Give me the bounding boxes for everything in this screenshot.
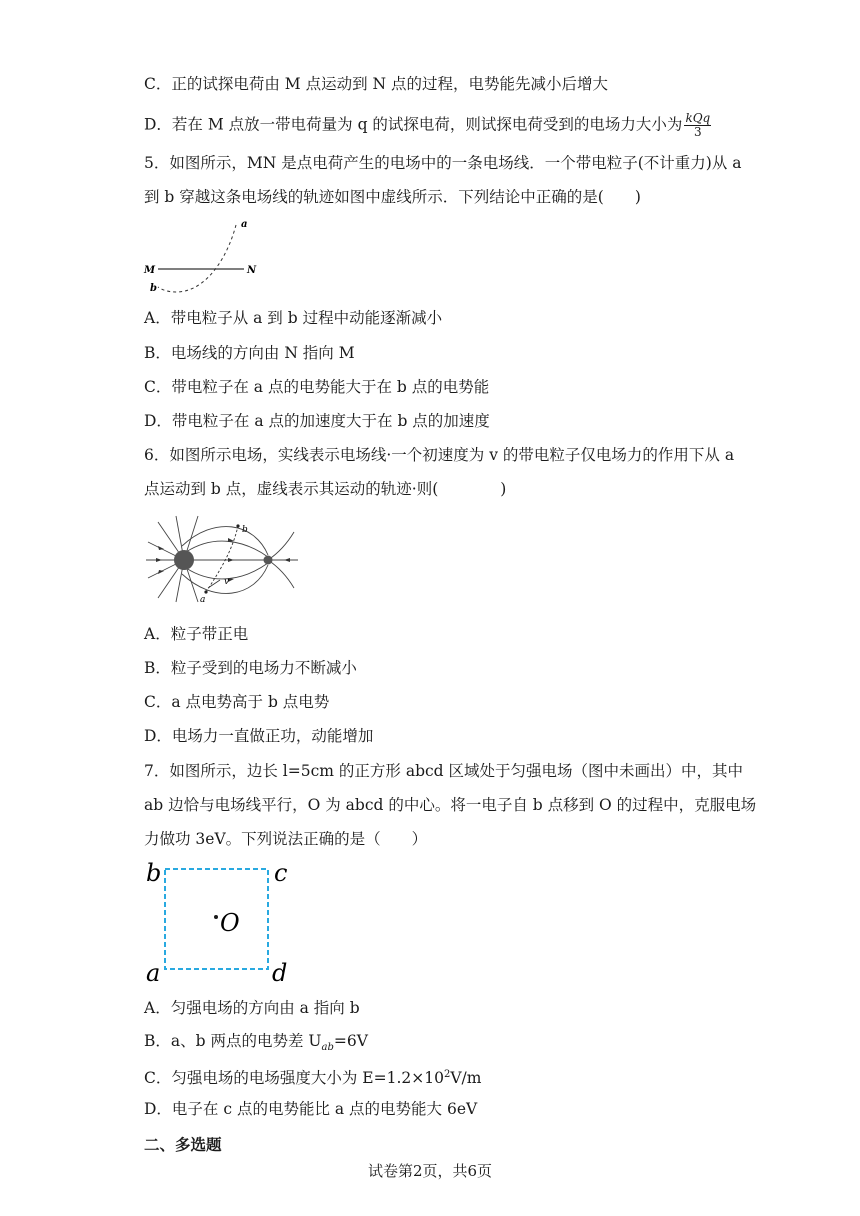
- q5-label-b: b: [150, 283, 157, 294]
- q4-fraction-denominator: 3: [694, 125, 702, 139]
- q6-field-lines: [146, 516, 298, 602]
- q6-small-charge: [264, 556, 273, 565]
- q5-figure: [140, 215, 270, 297]
- q7-stem-line2: ab 边恰与电场线平行，O 为 abcd 的中心。将一电子自 b 点移到 O 的过程中，克服电场: [144, 796, 757, 814]
- q7-label-o: O: [220, 909, 240, 937]
- q6-option-a: A．粒子带正电: [144, 625, 249, 643]
- q7-label-d: d: [272, 959, 288, 984]
- q6-label-a: a: [200, 595, 206, 604]
- q4-option-c: C．正的试探电荷由 M 点运动到 N 点的过程，电势能先减小后增大: [144, 75, 609, 93]
- q5-trajectory: [158, 225, 236, 292]
- q5-label-a: a: [241, 219, 248, 230]
- q7-option-b-text: B．a、b 两点的电势差 U: [144, 1032, 322, 1050]
- q6-trajectory: [206, 526, 238, 592]
- q7-option-a: A．匀强电场的方向由 a 指向 b: [144, 999, 360, 1017]
- q4-option-d: [144, 112, 711, 139]
- q7-label-b: b: [146, 859, 162, 887]
- q6-large-charge: [174, 550, 194, 570]
- q7-option-c-text: C．匀强电场的电场强度大小为 E=1.2×10: [144, 1069, 444, 1088]
- q6-point-a: [204, 590, 207, 593]
- q6-arrowhead: [228, 538, 234, 542]
- q7-option-b-subscript: ab: [321, 1042, 334, 1054]
- q5-stem-line1: 5．如图所示，MN 是点电荷产生的电场中的一条电场线．一个带电粒子(不计重力)从 a: [144, 154, 742, 172]
- q6-arrowhead: [284, 558, 290, 562]
- q7-option-c: [144, 1065, 481, 1088]
- q6-field-line: [268, 560, 294, 588]
- q6-option-b: B．粒子受到的电场力不断减小: [144, 659, 357, 677]
- q6-arrowhead: [156, 558, 162, 562]
- q7-option-c-exponent: 2: [443, 1069, 451, 1080]
- q6-stem-line2: 点运动到 b 点，虚线表示其运动的轨迹·则( ): [144, 480, 507, 498]
- q6-field-line: [186, 541, 268, 557]
- q6-label-b: b: [242, 525, 248, 535]
- q7-option-c-unit: V/m: [450, 1069, 482, 1088]
- q7-option-b: [144, 1031, 368, 1058]
- q5-label-m: M: [144, 265, 156, 276]
- q5-option-b: B．电场线的方向由 N 指向 M: [144, 344, 355, 362]
- q7-stem-line1: 7．如图所示，边长 l=5cm 的正方形 abcd 区域处于匀强电场（图中未画出）中，其中: [144, 762, 744, 780]
- q6-point-b: [236, 524, 239, 527]
- q5-option-d: D．带电粒子在 a 点的加速度大于在 b 点的加速度: [144, 412, 490, 430]
- q7-center-dot: [214, 915, 218, 919]
- q6-option-d: D．电场力一直做正功，动能增加: [144, 727, 374, 745]
- q6-label-v: v: [224, 577, 230, 587]
- q4-fraction: [684, 112, 711, 139]
- q5-stem-line2: 到 b 穿越这条电场线的轨迹如图中虚线所示．下列结论中正确的是( ): [144, 188, 641, 206]
- q5-label-n: N: [247, 265, 257, 276]
- q7-option-b-value: =6V: [333, 1032, 368, 1050]
- q6-stem-line1: 6．如图所示电场，实线表示电场线·一个初速度为 v 的带电粒子仅电场力的作用下从 a: [144, 446, 735, 464]
- q6-velocity-arrow: [208, 580, 220, 588]
- q6-option-c: C．a 点电势高于 b 点电势: [144, 693, 330, 711]
- q6-figure: [144, 512, 300, 604]
- section-heading: 二、多选题: [144, 1135, 222, 1154]
- q7-option-d: D．电子在 c 点的电势能比 a 点的电势能大 6eV: [144, 1100, 478, 1118]
- q4-fraction-numerator: kQq: [685, 111, 711, 125]
- q7-stem-line3: 力做功 3eV。下列说法正确的是（ ）: [144, 830, 428, 848]
- q6-field-line: [268, 532, 294, 560]
- q7-label-c: c: [274, 859, 288, 887]
- q6-arrowhead: [228, 558, 234, 562]
- q7-figure: [144, 856, 294, 984]
- q5-option-c: C．带电粒子在 a 点的电势能大于在 b 点的电势能: [144, 378, 490, 396]
- q7-square: [165, 869, 268, 969]
- q5-option-a: A．带电粒子从 a 到 b 过程中动能逐渐减小: [144, 309, 443, 327]
- page-footer: 试卷第2页，共6页: [367, 1162, 493, 1180]
- q4-option-d-text: D．若在 M 点放一带电荷量为 q 的试探电荷，则试探电荷受到的电场力大小为: [144, 115, 683, 134]
- q7-label-a: a: [146, 959, 161, 984]
